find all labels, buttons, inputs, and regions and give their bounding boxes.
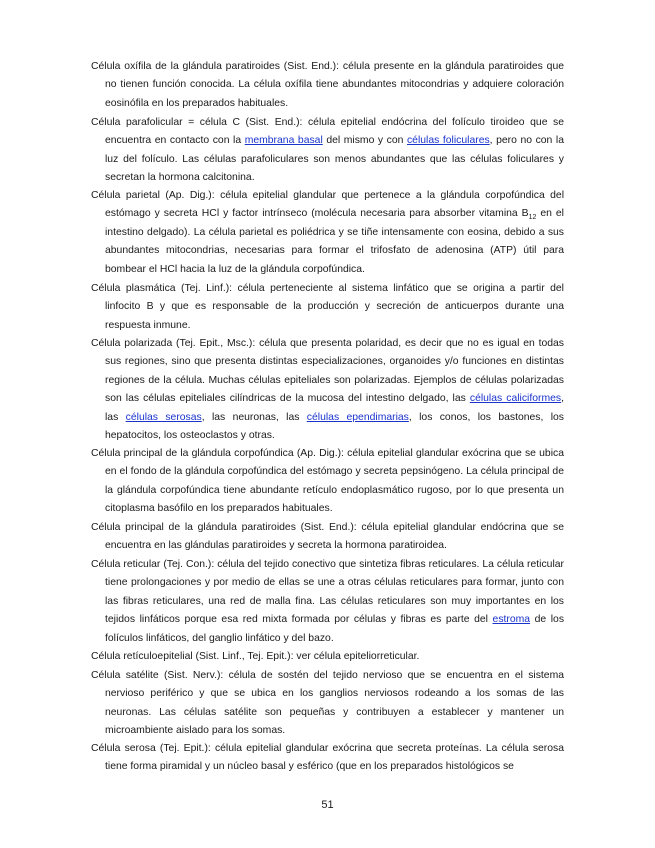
- entry-definition: célula epitelial endócrina del folículo tiroideo que se encuentra en contacto con la: [105, 117, 564, 147]
- glossary-entry: [91, 648, 564, 666]
- entry-term: Célula reticular (Tej. Con.):: [91, 559, 215, 570]
- link-celulas-caliciformes[interactable]: células caliciformes: [469, 393, 562, 405]
- link-celulas-serosas[interactable]: células serosas: [125, 411, 202, 423]
- entry-term: Célula oxífila de la glándula paratiroides (Sist. End.):: [91, 61, 340, 72]
- page-number: 51: [321, 799, 334, 811]
- entry-definition: de los folículos linfáticos, del ganglio linfático y del bazo.: [105, 614, 565, 644]
- entry-term: Célula parafolicular = célula C (Sist. End.):: [91, 117, 303, 128]
- glossary-entry: [91, 445, 564, 519]
- entry-term: Célula principal de la glándula paratiroides (Sist. End.):: [91, 522, 357, 533]
- entry-term: Célula plasmática (Tej. Linf.):: [91, 283, 233, 294]
- entry-definition: ver célula epiteliorreticular.: [296, 651, 420, 662]
- entry-definition: célula epitelial glandular exócrina que secreta proteínas. La célula serosa tiene forma piramidal y un núcleo basal y esférico (que en los preparados histológicos se: [105, 743, 565, 773]
- glossary-entry: [91, 114, 564, 188]
- entry-term: Célula serosa (Tej. Epit.):: [91, 743, 211, 754]
- entry-term: Célula retículoepitelial (Sist. Linf., Tej. Epit.):: [91, 651, 294, 662]
- entry-definition: célula que presenta polaridad, es decir que no es igual en todas sus regiones, sino que presenta distintas especializaciones, organoides y/o funciones en distintas regiones de la célula. Muchas células epiteliales son polarizadas. Ejemplos de células polarizadas son las células epiteliales cilíndricas de la mucosa del intestino delgado, las: [105, 338, 564, 405]
- link-celulas-foliculares[interactable]: células foliculares: [406, 135, 490, 147]
- entry-definition: célula epitelial glandular endócrina que se encuentra en las glándulas paratiroides y secreta la hormona paratiroidea.: [105, 522, 565, 552]
- entry-definition: en el intestino delgado). La célula parietal es poliédrica y se tiñe intensamente con eosina, debido a sus abundantes mitocondrias, necesarias para formar el trifosfato de adenosina (ATP) útil para bombear el HCl hacia la luz de la glándula corpofúndica.: [105, 208, 564, 275]
- entry-term: Célula polarizada (Tej. Epit., Msc.):: [91, 338, 256, 349]
- entry-term: Célula satélite (Sist. Nerv.):: [91, 670, 224, 681]
- entry-definition: del mismo y con: [326, 135, 404, 147]
- link-membrana-basal[interactable]: membrana basal: [244, 135, 323, 147]
- entry-definition: , pero no con la luz del folículo. Las células parafoliculares son menos abundantes que las células foliculares y secretan la hormona calcitonina.: [105, 135, 564, 184]
- entry-definition: , las neuronas, las: [201, 411, 300, 423]
- entry-definition: , los conos, los bastones, los hepatocitos, los osteoclastos y otras.: [105, 411, 565, 442]
- entry-definition: célula epitelial glandular que pertenece a la glándula corpofúndica del estómago y secreta HCl y factor intrínseco (molécula necesaria para absorber vitamina B: [105, 190, 565, 220]
- entry-definition: célula perteneciente al sistema linfático que se origina a partir del linfocito B y que es responsable de la producción y secreción de anticuerpos durante una respuesta inmune.: [105, 283, 564, 331]
- glossary-entry: [91, 187, 564, 279]
- glossary-entry: [91, 667, 564, 741]
- glossary-entry: [91, 556, 564, 648]
- glossary-entry: [91, 335, 564, 445]
- entry-definition: célula del tejido conectivo que sintetiza fibras reticulares. La célula reticular tiene prolongaciones y por medio de ellas se une a otras células reticulares para formar, junto con las fibras reticulares, una red de malla fina. Las células reticulares son muy importantes en los tejidos linfáticos porque esa red mixta formada por células y fibras es parte del: [105, 559, 564, 626]
- glossary-entry: [91, 519, 564, 556]
- entry-term: Célula parietal (Ap. Dig.):: [91, 190, 215, 201]
- entry-definition: célula epitelial glandular exócrina que se ubica en el fondo de la glándula corpofúndica del estómago y secreta pepsinógeno. La célula principal de la glándula corpofúndica tiene abundante retículo endoplasmático rugoso, por lo que presenta un citoplasma basófilo en los preparados habituales.: [105, 448, 564, 515]
- glossary-entry: [91, 58, 564, 113]
- link-estroma[interactable]: estroma: [492, 614, 531, 626]
- glossary-entry: [91, 280, 564, 335]
- entry-definition: célula de sostén del tejido nervioso que se encuentra en el sistema nervioso periférico y que se ubica en los ganglios nerviosos rodeando a los somas de las neuronas. Las células satélite son pequeñas y contribuyen a establecer y mantener un microambiente aislado para los somas.: [105, 670, 565, 737]
- entry-definition: , las: [105, 393, 564, 423]
- subscript: 12: [528, 214, 537, 222]
- link-celulas-ependimarias[interactable]: células ependimarias: [306, 411, 409, 423]
- entry-definition: célula presente en la glándula paratiroides que no tienen función conocida. La célula oxífila tiene abundantes mitocondrias y adquiere coloración eosinófila en los preparados habituales.: [105, 61, 564, 109]
- entry-term: Célula principal de la glándula corpofúndica (Ap. Dig.):: [91, 448, 344, 459]
- glossary-entry: [91, 740, 564, 777]
